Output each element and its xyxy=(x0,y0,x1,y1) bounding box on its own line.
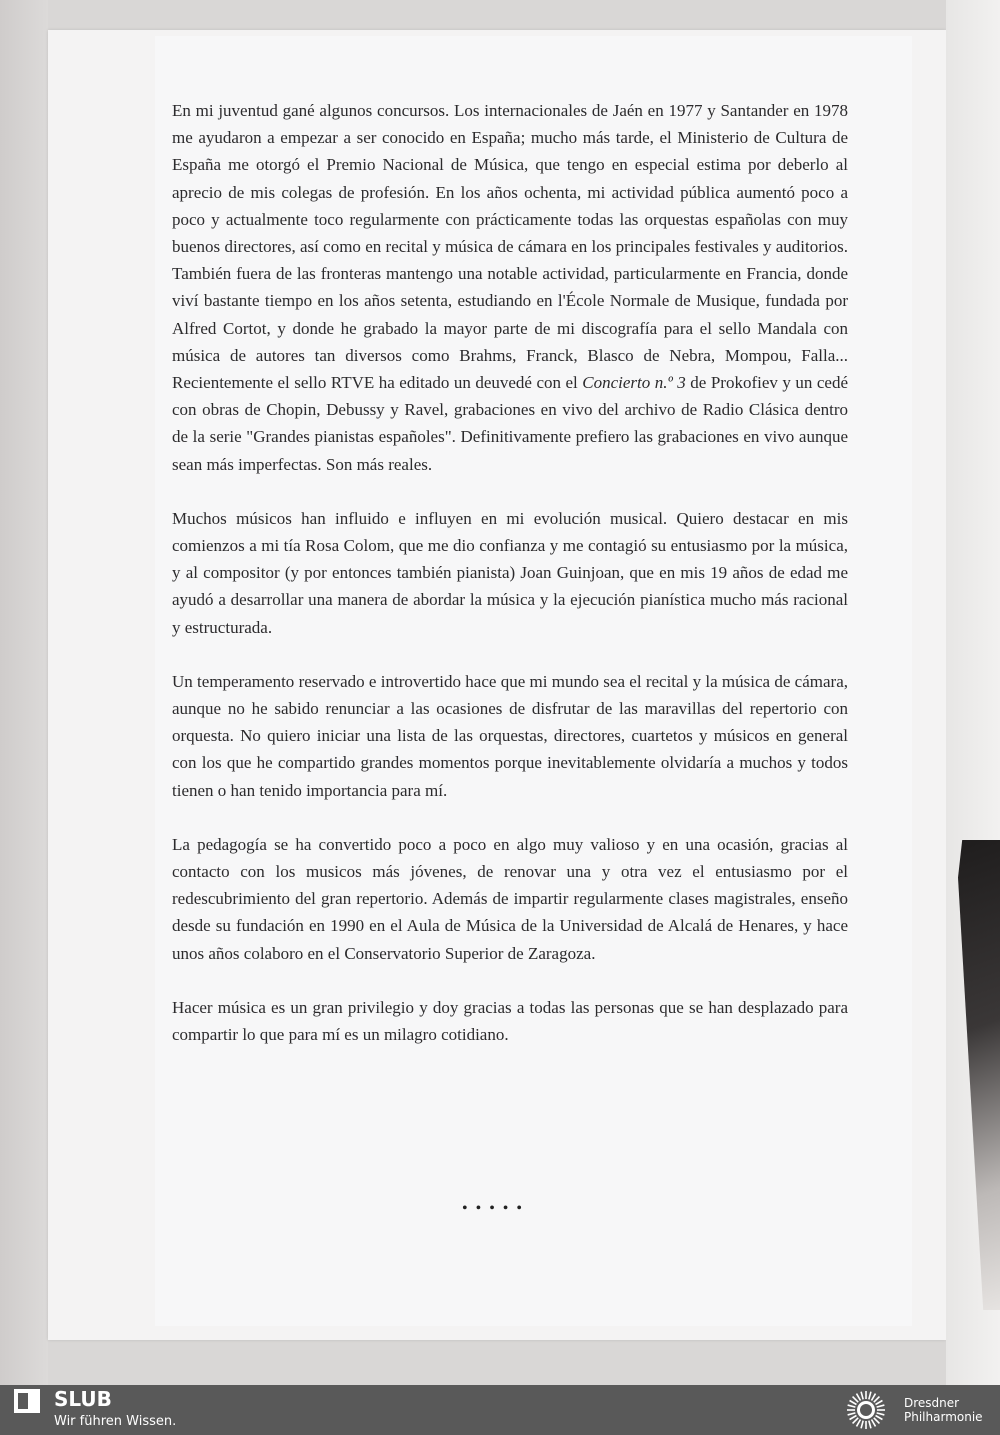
page-left-margin xyxy=(0,0,48,1385)
sun-ray xyxy=(861,1392,863,1400)
dp-name-line2: Philharmonie xyxy=(904,1410,983,1424)
sun-ray xyxy=(853,1418,859,1424)
sun-ray xyxy=(877,1405,885,1407)
sun-ray xyxy=(869,1421,871,1429)
sun-ray xyxy=(861,1421,863,1429)
paragraph-text: La pedagogía se ha convertido poco a poco en algo muy valioso y en una ocasión, gracias al contacto con los musicos más jóvenes, de renovar una y otra vez el entusiasmo por el redescubrimiento del gran repertorio. Además de impartir regularmente clases magistrales, enseño desde su fundación en 1990 en el Aula de Música de la Universidad de Alcalá de Henares, y hace unos años colaboro en el Conservatorio Superior de Zaragoza. xyxy=(172,834,848,963)
sun-ray xyxy=(853,1397,859,1403)
italic-title: Concierto n.º 3 xyxy=(582,373,686,393)
paragraph-text: de Prokofiev y un cedé con obras de Chopin, Debussy y Ravel, grabaciones en vivo del archivo de Radio Clásica dentro de la serie "Grandes pianistas españoles". Definitivamente prefiero las grabaciones en vivo aunque sean más imperfectas. Son más reales. xyxy=(172,373,848,474)
body-paragraph xyxy=(172,505,848,641)
section-separator: ••••• xyxy=(462,1200,531,1217)
sun-ray xyxy=(869,1392,871,1400)
slub-logo-icon xyxy=(14,1389,40,1413)
sun-ray xyxy=(857,1420,861,1427)
paragraph-text: Muchos músicos han influido e influyen en mi evolución musical. Quiero destacar en mis comienzos a mi tía Rosa Colom, que me dio confianza y me contagió su entusiasmo por la música, y al compositor (y por entonces también pianista) Joan Guinjoan, que en mis 19 años de edad me ayudó a desarrollar una manera de abordar la música y la ejecución pianística mucho más racional y estructurada. xyxy=(172,508,848,637)
body-paragraph xyxy=(172,994,848,1048)
body-paragraph xyxy=(172,97,848,478)
dp-name-line1: Dresdner xyxy=(904,1396,960,1410)
sun-ray xyxy=(874,1418,880,1424)
sun-ray xyxy=(848,1405,856,1407)
sun-ray xyxy=(872,1394,876,1401)
sun-ray xyxy=(876,1416,883,1420)
dresdner-philharmonie-name xyxy=(904,1396,983,1424)
sun-ray xyxy=(850,1416,857,1420)
document-body xyxy=(172,97,848,1075)
body-paragraph xyxy=(172,668,848,804)
sun-ray xyxy=(877,1413,885,1415)
paragraph-text: En mi juventud gané algunos concursos. Los internacionales de Jaén en 1977 y Santander en 1978 me ayudaron a empezar a ser conocido en España; mucho más tarde, el Ministerio de Cultura de España me otorgó el Premio Nacional de Música, que tengo en especial estima por deberlo al aprecio de mis colegas de profesión. En los años ochenta, mi actividad pública aumentó poco a poco y actualmente toco regularmente con prácticamente todas las orquestas españolas con muy buenos directores, así como en recital y música de cámara en los principales festivales y auditorios. También fuera de las fronteras mantengo una notable actividad, particularmente en Francia, donde viví bastante tiempo en los años setenta, estudiando en l'École Normale de Musique, fundada por Alfred Cortot, y donde he grabado la mayor parte de mi discografía para el sello Mandala con música de autores tan diversos como Brahms, Franck, Blasco de Nebra, Mompou, Falla... Recientemente el sello RTVE ha editado un deuvedé con el xyxy=(172,101,848,393)
sun-ray xyxy=(872,1420,876,1427)
paragraph-text: Un temperamento reservado e introvertido hace que mi mundo sea el recital y la música de cámara, aunque no he sabido renunciar a las ocasiones de disfrutar de las maravillas del repertorio con orquesta. No quiero iniciar una lista de las orquestas, directores, cuartetos y músicos en general con los que he compartido grandes momentos porque inevitablemente olvidaría a muchos y todos tienen o han tenido importancia para mí. xyxy=(172,671,848,800)
slub-tagline: Wir führen Wissen. xyxy=(54,1414,177,1429)
dresdner-philharmonie-logo-icon xyxy=(840,1388,892,1432)
slub-logo-text: SLUB xyxy=(54,1387,112,1411)
sun-ray xyxy=(874,1397,880,1403)
sun-ray xyxy=(857,1394,861,1401)
body-paragraph xyxy=(172,831,848,967)
sun-ray xyxy=(876,1401,883,1405)
sun-ray xyxy=(850,1401,857,1405)
sun-ray xyxy=(848,1413,856,1415)
paragraph-text: Hacer música es un gran privilegio y doy gracias a todas las personas que se han desplazado para compartir lo que para mí es un milagro cotidiano. xyxy=(172,997,848,1045)
